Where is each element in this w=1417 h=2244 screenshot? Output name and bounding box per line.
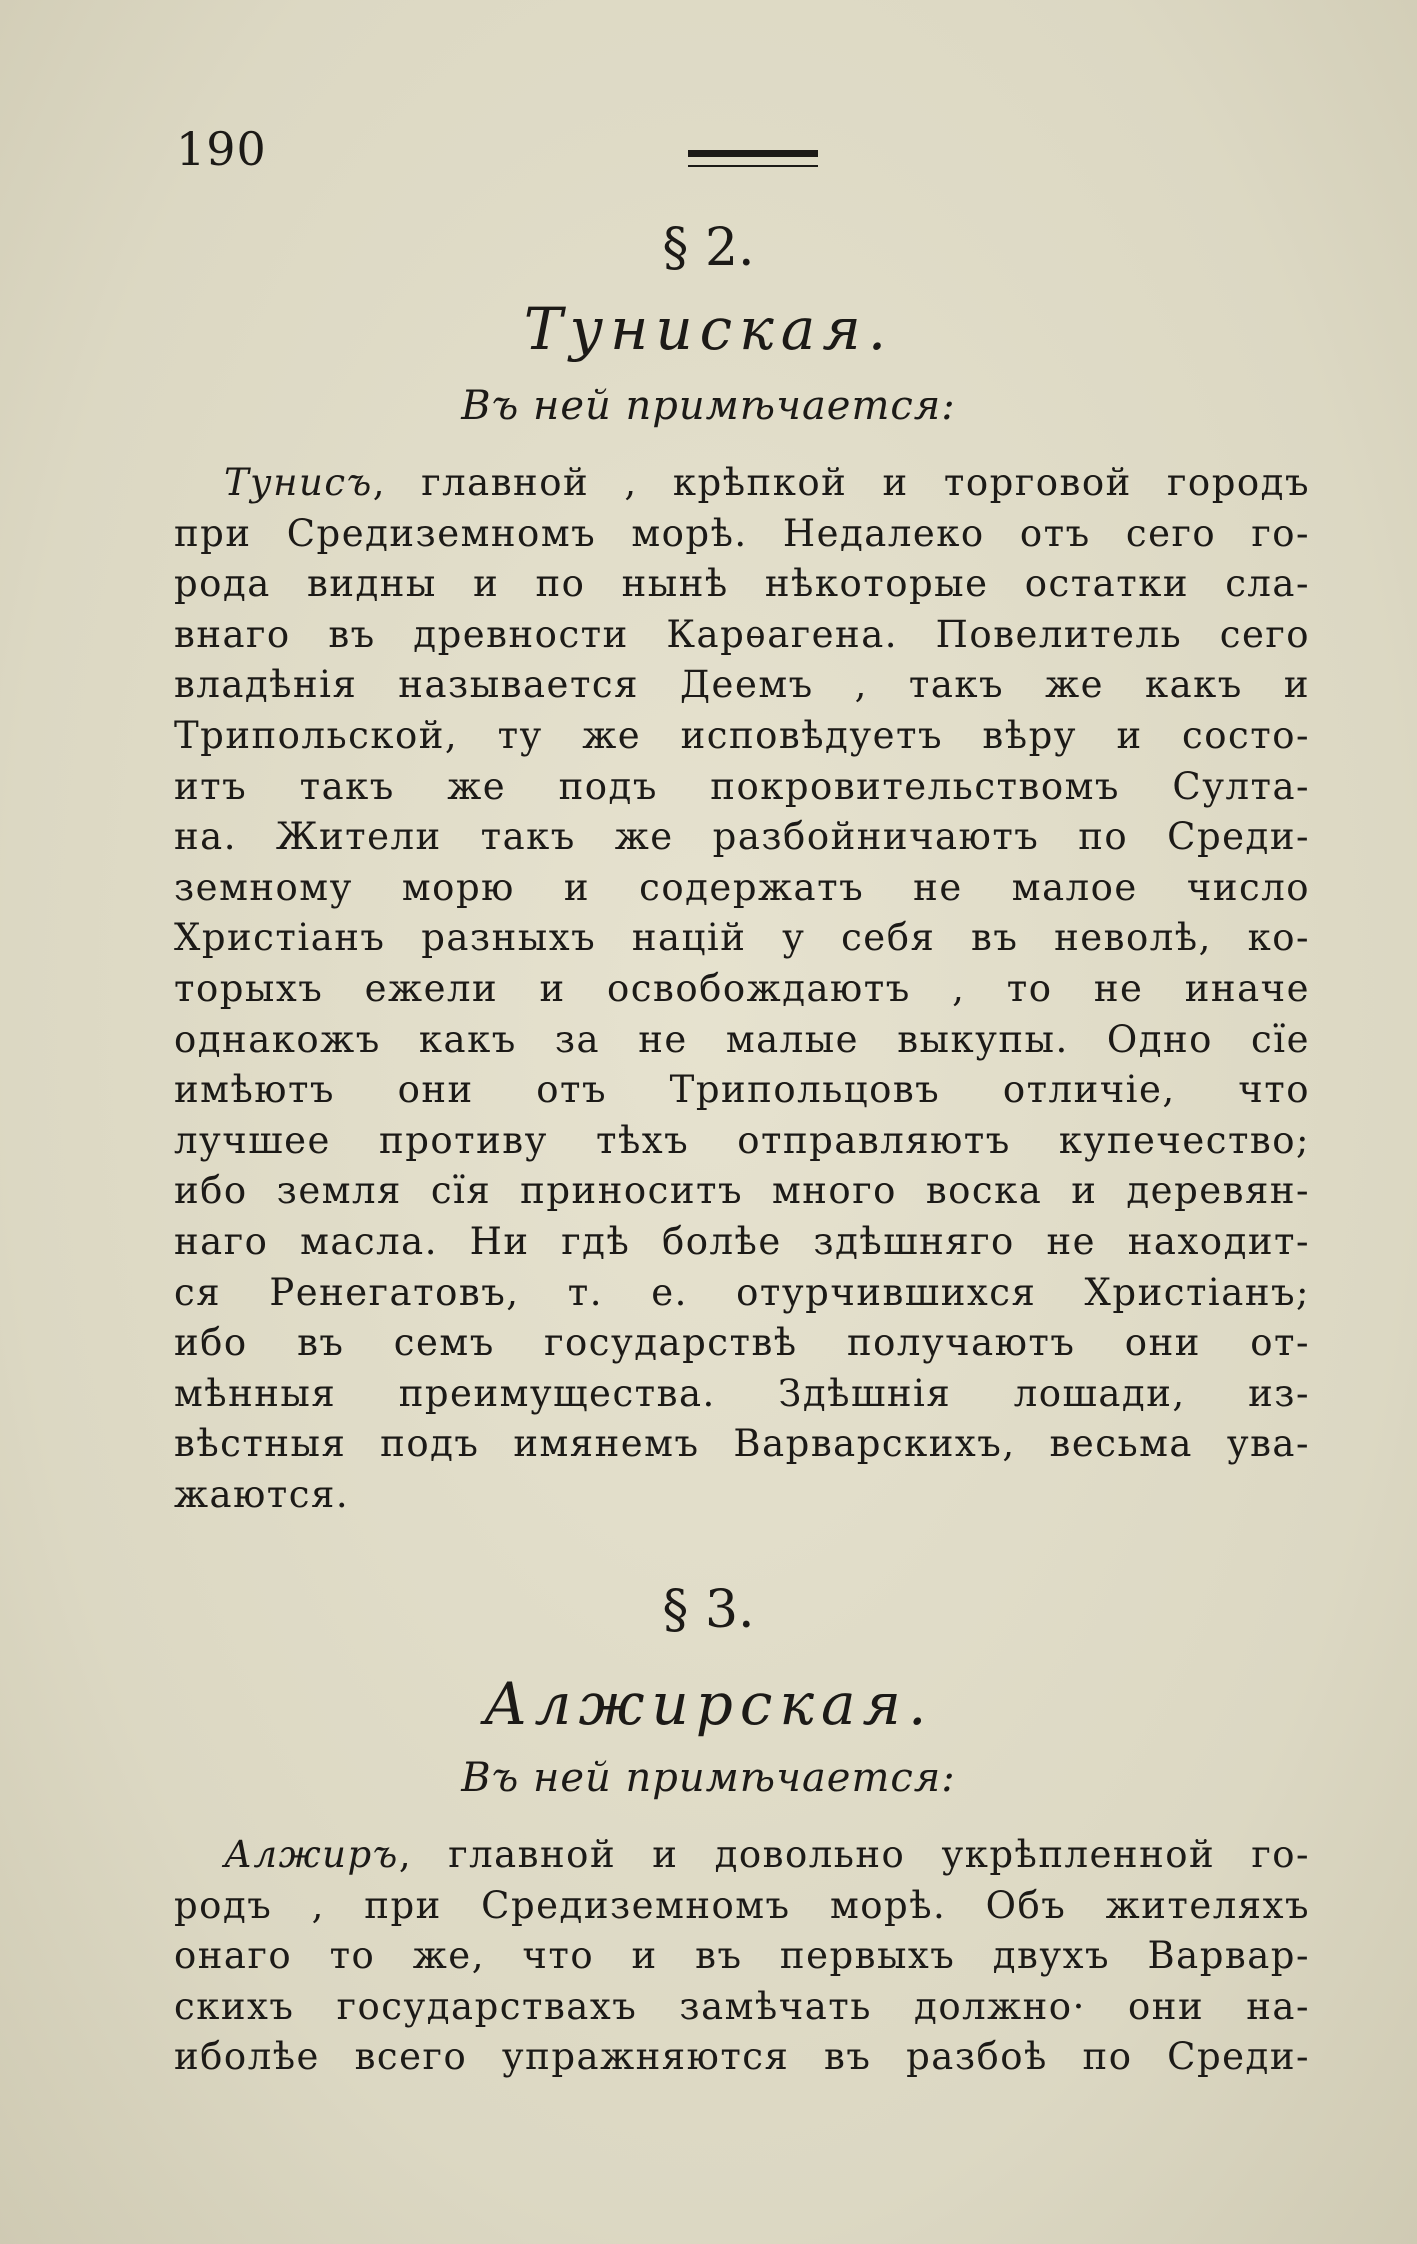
body-line: при Средиземномъ морѣ. Недалеко отъ сего го- xyxy=(174,511,1310,555)
body-line: однакожъ какъ за не малые выкупы. Одно сїе xyxy=(174,1017,1310,1061)
header-rule xyxy=(688,150,818,174)
lead-word: Алжиръ xyxy=(224,1833,399,1876)
header-rule-thick xyxy=(688,150,818,157)
body-line: жаются. xyxy=(174,1472,350,1516)
section-3-subtitle: Въ ней примѣчается: xyxy=(461,1755,956,1801)
body-line: Трипольской, ту же исповѣдуетъ вѣру и состо- xyxy=(174,713,1310,757)
body-line: ся Ренегатовъ, т. е. отурчившихся Христіанъ; xyxy=(174,1270,1310,1314)
body-line: земному морю и содержатъ не малое число xyxy=(174,865,1310,909)
body-line: итъ такъ же подъ покровительствомъ Султа- xyxy=(174,764,1310,808)
header-rule-thin xyxy=(688,165,818,167)
body-line: наго масла. Ни гдѣ болѣе здѣшняго не находит- xyxy=(174,1219,1310,1263)
body-line: Алжиръ, главной и довольно укрѣпленной го- xyxy=(224,1833,1310,1876)
page-number: 190 xyxy=(176,122,267,176)
body-line: ибо въ семъ государствѣ получаютъ они от- xyxy=(174,1321,1310,1365)
body-line: рода видны и по нынѣ нѣкоторые остатки сла- xyxy=(174,562,1310,606)
body-line: онаго то же, что и въ первыхъ двухъ Варвар- xyxy=(174,1934,1310,1978)
lead-word: Тунисъ xyxy=(224,461,373,504)
body-line: ибо земля сїя приноситъ много воска и деревян- xyxy=(174,1169,1310,1213)
body-line: лучшее противу тѣхъ отправляютъ купечество; xyxy=(174,1118,1310,1162)
body-line: владѣнія называется Деемъ , такъ же какъ и xyxy=(174,663,1310,707)
body-line: внаго въ древности Карѳагена. Повелитель сего xyxy=(174,612,1310,656)
body-line: имѣютъ они отъ Трипольцовъ отличіе, что xyxy=(174,1068,1310,1112)
body-line: мѣнныя преимущества. Здѣшнія лошади, из- xyxy=(174,1371,1310,1415)
body-line: на. Жители такъ же разбойничаютъ по Среди- xyxy=(174,815,1310,859)
section-3-mark: § 3. xyxy=(662,1580,755,1640)
section-3-title: Алжирская. xyxy=(483,1670,934,1738)
body-line: иболѣе всего упражняются въ разбоѣ по Среди- xyxy=(174,2035,1310,2079)
body-line: родъ , при Средиземномъ морѣ. Объ жителяхъ xyxy=(174,1883,1310,1927)
section-2-subtitle: Въ ней примѣчается: xyxy=(461,383,956,429)
section-2-body xyxy=(174,458,1310,1520)
section-3-body xyxy=(174,1830,1310,2083)
body-line: вѣстныя подъ имянемъ Варварскихъ, весьма ува- xyxy=(174,1422,1310,1466)
body-line: скихъ государствахъ замѣчать должно· они на- xyxy=(174,1984,1310,2028)
section-2-mark: § 2. xyxy=(662,218,755,278)
body-line: торыхъ ежели и освобождаютъ , то не иначе xyxy=(174,966,1310,1010)
body-line: Христіанъ разныхъ націй у себя въ неволѣ, ко- xyxy=(174,916,1310,960)
section-2-title: Туниская. xyxy=(523,295,894,363)
body-line: Тунисъ, главной , крѣпкой и торговой городъ xyxy=(224,461,1310,504)
